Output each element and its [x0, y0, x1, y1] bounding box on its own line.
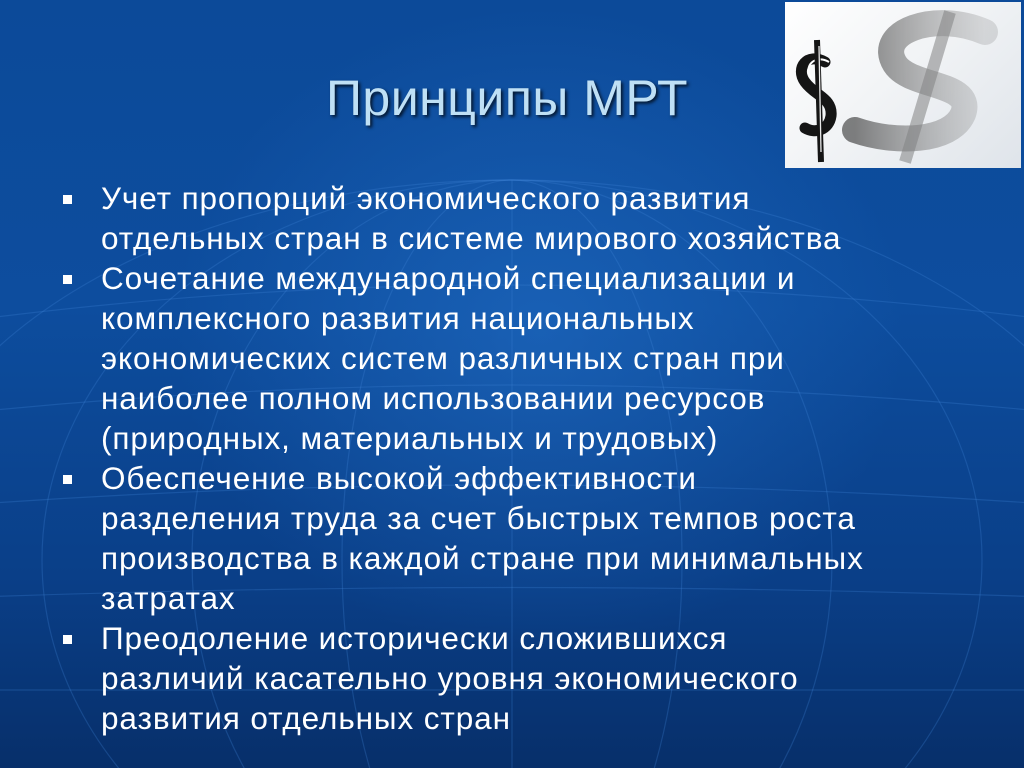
bullet-text: Сочетание международной специализации и комплексного развития национальных экономических систем различных стран при наиболее полном использовании ресурсов (природных, материальных и трудовых) [101, 260, 796, 456]
list-item [60, 178, 1010, 258]
dollar-image [785, 2, 1021, 168]
slide-title: Принципы МРТ [325, 70, 689, 126]
bullet-marker [63, 475, 72, 484]
bullet-marker [63, 635, 72, 644]
bullet-marker [63, 195, 72, 204]
dollar-sign-icon [785, 2, 1021, 168]
bullet-list [60, 178, 1010, 738]
bullet-text: Преодоление исторически сложившихся различий касательно уровня экономического развития отдельных стран [101, 620, 799, 736]
list-item [60, 258, 1010, 458]
bullet-text: Учет пропорций экономического развития отдельных стран в системе мирового хозяйства [101, 180, 842, 256]
list-item [60, 618, 1010, 738]
bullet-marker [63, 275, 72, 284]
bullet-text: Обеспечение высокой эффективности разделения труда за счет быстрых темпов роста производства в каждой стране при минимальных затратах [101, 460, 864, 616]
list-item [60, 458, 1010, 618]
